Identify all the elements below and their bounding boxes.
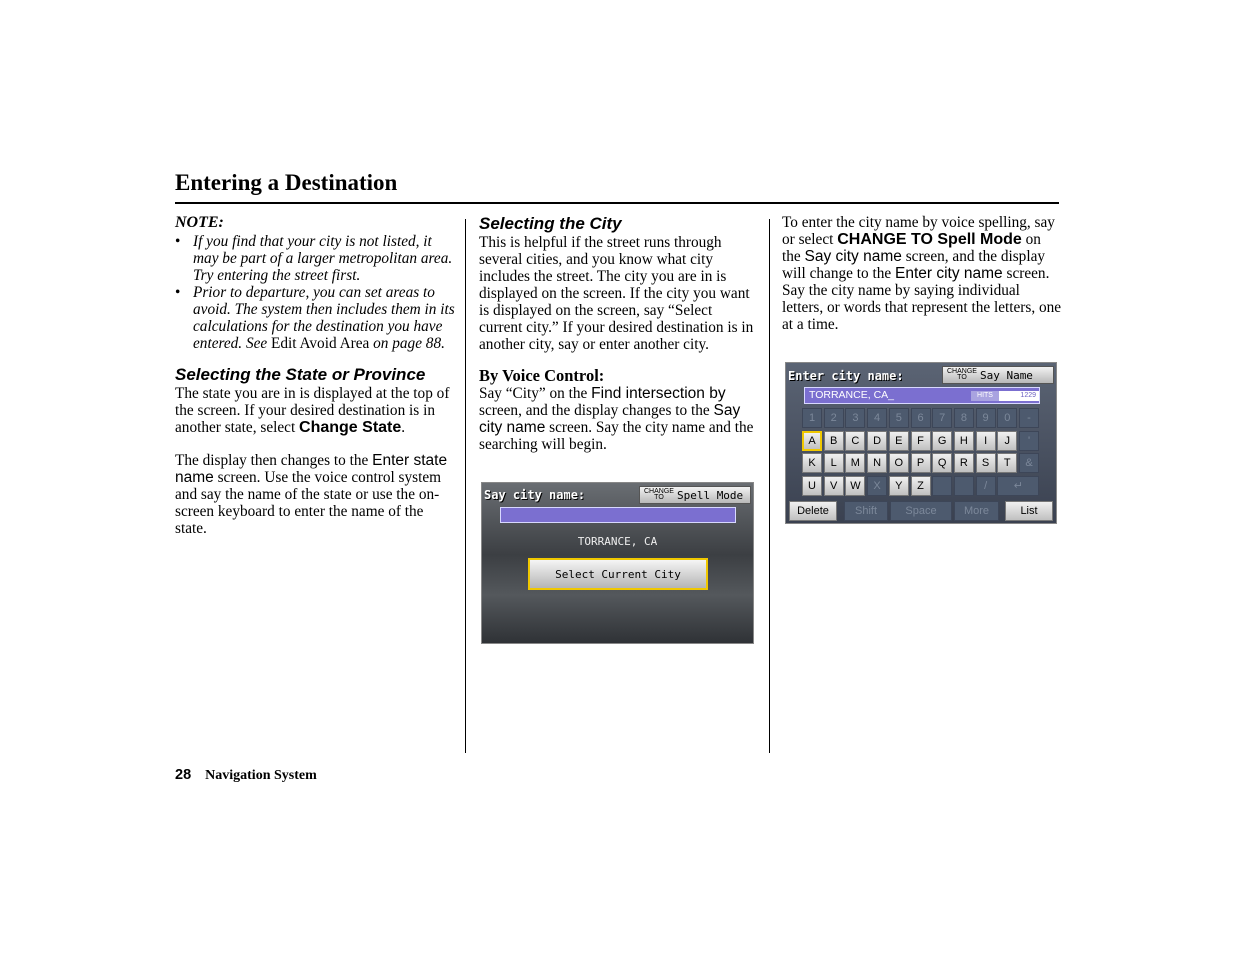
- keyboard-key[interactable]: Y: [889, 476, 909, 496]
- note-text: Prior to departure, you can set areas to avoid. The system then includes them in its calculations for the destination you have entered. See: [193, 284, 455, 352]
- select-current-city-button[interactable]: Select Current City: [528, 558, 708, 590]
- text: The state you are in is displayed at the top of the screen. If your desired destination is in another state, select: [175, 385, 450, 436]
- text: screen. Say the city name and the searching will begin.: [479, 419, 754, 453]
- change-to-label: CHANGE TO: [644, 488, 674, 501]
- text: screen.: [1002, 265, 1050, 282]
- keyboard-key: [954, 476, 974, 496]
- note-text: If you find that your city is not listed, it may be part of a larger metropolitan area. Try entering the street first.: [193, 233, 453, 284]
- column-right: [782, 214, 1062, 333]
- hits-counter: [971, 391, 1039, 401]
- say-city-name-term: Say city name: [479, 402, 741, 436]
- keyboard-key: 3: [845, 408, 865, 428]
- keyboard-key[interactable]: S: [976, 453, 996, 473]
- column-left: [175, 214, 455, 537]
- column-middle: [479, 214, 759, 453]
- keyboard-key[interactable]: F: [911, 431, 931, 451]
- change-to-label: CHANGE TO: [947, 368, 977, 381]
- keyboard-key: 1: [802, 408, 822, 428]
- keyboard-key[interactable]: I: [976, 431, 996, 451]
- keyboard-key: -: [1019, 408, 1039, 428]
- page-footer: [175, 767, 317, 784]
- hits-label: HITS: [971, 391, 999, 401]
- enter-state-name-term: Enter state name: [175, 452, 448, 486]
- text: on the: [782, 231, 1041, 265]
- mode-label: Spell Mode: [676, 488, 744, 502]
- keyboard-key[interactable]: L: [824, 453, 844, 473]
- keyboard-key[interactable]: E: [889, 431, 909, 451]
- footer-label: Navigation System: [205, 768, 317, 783]
- keyboard-key[interactable]: J: [997, 431, 1017, 451]
- keyboard-key[interactable]: W: [845, 476, 865, 496]
- note-item: [175, 233, 455, 284]
- keyboard-key[interactable]: K: [802, 453, 822, 473]
- section-heading-city: Selecting the City: [479, 214, 622, 233]
- keyboard-key[interactable]: Q: [932, 453, 952, 473]
- keyboard-key: 9: [976, 408, 996, 428]
- keyboard-key[interactable]: B: [824, 431, 844, 451]
- keyboard-key[interactable]: H: [954, 431, 974, 451]
- keyboard-key[interactable]: A: [802, 431, 822, 451]
- paragraph: [782, 214, 1062, 282]
- edit-avoid-area-ref: Edit Avoid Area: [271, 335, 370, 352]
- keyboard-key[interactable]: P: [911, 453, 931, 473]
- keyboard-key[interactable]: M: [845, 453, 865, 473]
- keyboard-key: ': [1019, 431, 1039, 451]
- change-to-say-name-button[interactable]: [942, 366, 1054, 384]
- keyboard-key[interactable]: N: [867, 453, 887, 473]
- text: Say “City” on the: [479, 385, 592, 402]
- enter-city-name-term: Enter city name: [895, 265, 1003, 282]
- column-divider: [465, 219, 466, 753]
- keyboard-key: 8: [954, 408, 974, 428]
- keyboard-key: X: [867, 476, 887, 496]
- note-heading: NOTE:: [175, 214, 224, 231]
- paragraph: [175, 385, 455, 436]
- keyboard-key: &: [1019, 453, 1039, 473]
- change-to-spell-mode-term: CHANGE TO Spell Mode: [837, 231, 1022, 248]
- find-intersection-term: Find intersection by: [591, 385, 726, 402]
- city-name-input[interactable]: [804, 387, 1040, 404]
- keyboard-key[interactable]: G: [932, 431, 952, 451]
- current-city: TORRANCE, CA: [577, 535, 658, 548]
- keyboard-key[interactable]: Z: [911, 476, 931, 496]
- text: .: [401, 419, 406, 436]
- keyboard-key[interactable]: C: [845, 431, 865, 451]
- keyboard-key[interactable]: T: [997, 453, 1017, 473]
- keyboard-key: ↵: [997, 476, 1039, 496]
- text: screen, and the display will change to the: [782, 248, 1046, 282]
- shift-key: Shift: [844, 501, 888, 521]
- screen-title: Say city name:: [484, 488, 586, 502]
- mode-label: Say Name: [979, 368, 1033, 382]
- paragraph: This is helpful if the street runs through several cities, and you know what city includes the street. The city you are in is displayed on the screen. If the city you want is displayed on the screen, say “Select current city.” If your desired destination is in another city, say or enter another city.: [479, 234, 754, 353]
- hits-value: 1229: [1020, 392, 1036, 399]
- note-item: [175, 284, 455, 352]
- keyboard-key: 0: [997, 408, 1017, 428]
- keyboard-key: 6: [911, 408, 931, 428]
- paragraph: Say the city name by saying individual letters, or words that represent the letters, one at a time.: [782, 282, 1062, 333]
- voice-input-bar: [500, 507, 736, 523]
- keyboard-key[interactable]: D: [867, 431, 887, 451]
- more-key: More: [954, 501, 999, 521]
- keyboard-key: 2: [824, 408, 844, 428]
- page-number: 28: [175, 767, 192, 783]
- paragraph: [479, 385, 759, 453]
- note-text: on page 88.: [369, 335, 445, 352]
- text: To enter the city name by voice spelling, say or select: [782, 214, 1055, 248]
- column-divider: [769, 219, 770, 753]
- keyboard-key: 5: [889, 408, 909, 428]
- say-city-name-term: Say city name: [804, 248, 902, 265]
- paragraph: [175, 452, 455, 537]
- space-key: Space: [890, 501, 952, 521]
- text: screen, and the display changes to the: [479, 402, 714, 419]
- change-to-spell-mode-button[interactable]: [639, 486, 751, 504]
- keyboard-key: 4: [867, 408, 887, 428]
- screen-title: Enter city name:: [788, 369, 904, 383]
- keyboard-key[interactable]: U: [802, 476, 822, 496]
- keyboard-key: /: [976, 476, 996, 496]
- page-title: Entering a Destination: [175, 170, 398, 195]
- delete-key[interactable]: Delete: [789, 501, 837, 521]
- note-list: [175, 233, 455, 352]
- keyboard-key: 7: [932, 408, 952, 428]
- subheading-voice-control: By Voice Control:: [479, 366, 605, 385]
- keyboard-key: [932, 476, 952, 496]
- change-state-term: Change State: [299, 419, 402, 436]
- input-text: TORRANCE, CA_: [809, 389, 894, 401]
- list-key[interactable]: List: [1005, 501, 1053, 521]
- title-rule: [175, 202, 1059, 204]
- enter-city-name-screen: [785, 362, 1057, 524]
- text: screen. Use the voice control system and say the name of the state or use the on-screen keyboard to enter the name of the state.: [175, 469, 442, 537]
- keyboard-key[interactable]: R: [954, 453, 974, 473]
- say-city-name-screen: [481, 482, 754, 644]
- keyboard-key[interactable]: O: [889, 453, 909, 473]
- section-heading-state: Selecting the State or Province: [175, 365, 426, 384]
- text: The display then changes to the: [175, 452, 373, 469]
- keyboard-key[interactable]: V: [824, 476, 844, 496]
